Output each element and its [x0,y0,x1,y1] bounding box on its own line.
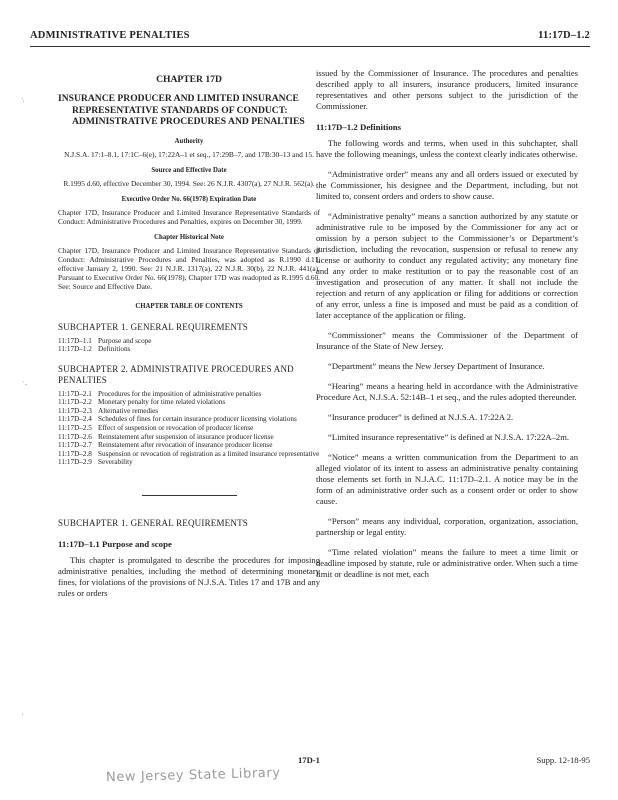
section-1-1-text: This chapter is promulgated to describe the procedures for imposing administrative penalties, including the method of determining monetary fines, for violations of the provisions of N.J.S.A. Titles 17 and 17B and any rules or orders [58,555,320,599]
section-divider [142,495,237,496]
definition-administrative-penalty: “Administrative penalty” means a sanction authorized by any statute or administrative rule to be imposed by the Commissioner for any act or omission by a person subject to the Commissioner’s or Department’s jurisdiction, including the revocation, suspension or refusal to renew any license or authority to conduct any regulated activity; any monetary fine and any order to make restitution or to pay the reasonable cost of an investigation and prosecution of any matter. It shall not include the rejection and return of any application or filing for additions or correction of any error, unless a fine is imposed and must be paid as a condition of later acceptance of the application or filing. [316,211,578,320]
continued-paragraph: issued by the Commissioner of Insurance. The procedures and penalties described apply to all insurers, insurance producers, limited insurance representatives and other persons subject to the jurisdiction of the Commissioner. [316,68,578,111]
toc-row: 11:17D–2.8 Suspension or revocation of registration as a limited insurance representative [58,449,320,458]
definition-commissioner: “Commissioner” means the Commissioner of the Department of Insurance of the State of New Jersey. [316,330,578,351]
authority-text: N.J.S.A. 17:1–8.1, 17:1C–6(e), 17:22A–1 et seq., 17:29B–7, and 17B:30–13 and 15. [64,149,314,159]
toc-row: 11:17D–2.5 Effect of suspension or revocation of producer license [58,424,254,433]
right-column [316,68,578,589]
toc-subchapter-1: SUBCHAPTER 1. GENERAL REQUIREMENTS [58,321,248,332]
toc-row: 11:17D–2.9 Severability [58,458,133,467]
toc-row: 11:17D–2.2 Monetary penalty for time related violations [58,398,226,407]
definition-insurance-producer: “Insurance producer” is defined at N.J.S.A. 17:22A 2. [328,412,514,422]
toc-row: 11:17D–1.1 Purpose and scope [58,336,152,345]
supplement-date: Supp. 12-18-95 [536,755,590,765]
subchapter-1-heading: SUBCHAPTER 1. GENERAL REQUIREMENTS [58,518,248,529]
definition-department: “Department” means the New Jersey Department of Insurance. [328,361,545,371]
authority-heading: Authority [174,137,204,145]
running-header [30,28,590,47]
toc-row: 11:17D–2.6 Reinstatement after suspension of insurance producer license [58,432,274,441]
toc-row: 11:17D–1.2 Definitions [58,345,131,354]
page-number: 17D-1 [298,755,320,765]
source-text: R.1995 d.60, effective December 30, 1994. See: 26 N.J.R. 4307(a), 27 N.J.R. 562(a). [63,178,315,188]
toc-subchapter-2: SUBCHAPTER 2. ADMINISTRATIVE PROCEDURES AND PENALTIES [58,363,294,385]
header-right: 11:17D–1.2 [538,30,590,41]
history-text: Chapter 17D, Insurance Producer and Limited Insurance Representative Standards of Conduct: Administrative Procedures and Penalties, was adopted as R.1990 d.11, effective January 2, 1990. See: 21 N.J.R. 1317(a), 22 N.J.R. 30(b), 22 N.J.R. 441(a). Pursuant to Executive Order No. 66(1978), Chapter 17D was readopted as R.1995 d.60. See: Source and Effective Date. [58,245,320,291]
chapter-number: CHAPTER 17D [156,74,222,85]
left-column [58,68,320,607]
section-1-2-heading: 11:17D–1.2 Definitions [316,122,402,132]
history-heading: Chapter Historical Note [154,233,224,241]
toc-list-2 [58,390,320,467]
margin-mark: `- [22,380,28,389]
toc-list-1 [58,337,320,354]
chapter-title: INSURANCE PRODUCER AND LIMITED INSURANCE REPRESENTATIVE STANDARDS OF CONDUCT: ADMINISTRATIVE PROCEDURES AND PENALTIES [58,93,305,127]
source-heading: Source and Effective Date [151,166,227,174]
definition-time-related-violation: “Time related violation” means the failure to meet a time limit or deadline imposed by statute, rule or administrative order. When such a time limit or deadline is not met, each [316,547,578,579]
section-1-1-heading: 11:17D–1.1 Purpose and scope [58,539,172,550]
margin-mark: \ [22,96,25,105]
definition-notice: “Notice” means a written communication from the Department to an alleged violator of its intent to assess an administrative penalty containing those elements set forth in N.J.A.C. 11:17D–2.1. A notice may be in the form of an administrative order such as a consent order or order to show cause. [316,452,578,506]
definition-administrative-order: “Administrative order” means any and all orders issued or executed by the Commissioner, his designee and the Department, including, but not limited to, consent orders and orders to show cause. [316,169,578,201]
definitions-intro: The following words and terms, when used in this subchapter, shall have the following meanings, unless the context clearly indicates otherwise. [316,138,578,159]
exec-order-heading: Executive Order No. 66(1978) Expiration Date [121,195,257,203]
definition-limited-insurance-rep: “Limited insurance representative” is defined at N.J.S.A. 17:22A–2m. [328,432,570,442]
exec-order-text: Chapter 17D, Insurance Producer and Limited Insurance Representative Standards of Conduct: Administrative Procedures and Penalties, expires on December 30, 1999. [58,207,320,226]
toc-row: 11:17D–2.3 Alternative remedies [58,406,159,415]
toc-row: 11:17D–2.1 Procedures for the imposition of administrative penalties [58,389,262,398]
toc-row: 11:17D–2.4 Schedules of fines for certain insurance producer licensing violations [58,415,297,424]
toc-row: 11:17D–2.7 Reinstatement after revocation of insurance producer license [58,441,273,450]
library-stamp: New Jersey State Library [105,765,281,786]
definition-hearing: “Hearing” means a hearing held in accordance with the Administrative Procedure Act, N.J.S.A. 52:14B–1 et seq., and the rules adopted thereunder. [316,381,578,402]
header-left: ADMINISTRATIVE PENALTIES [30,30,190,41]
toc-heading: CHAPTER TABLE OF CONTENTS [135,302,243,310]
definition-person: “Person” means any individual, corporation, organization, association, partnership or legal entity. [316,516,578,537]
margin-mark: ' [22,712,24,721]
